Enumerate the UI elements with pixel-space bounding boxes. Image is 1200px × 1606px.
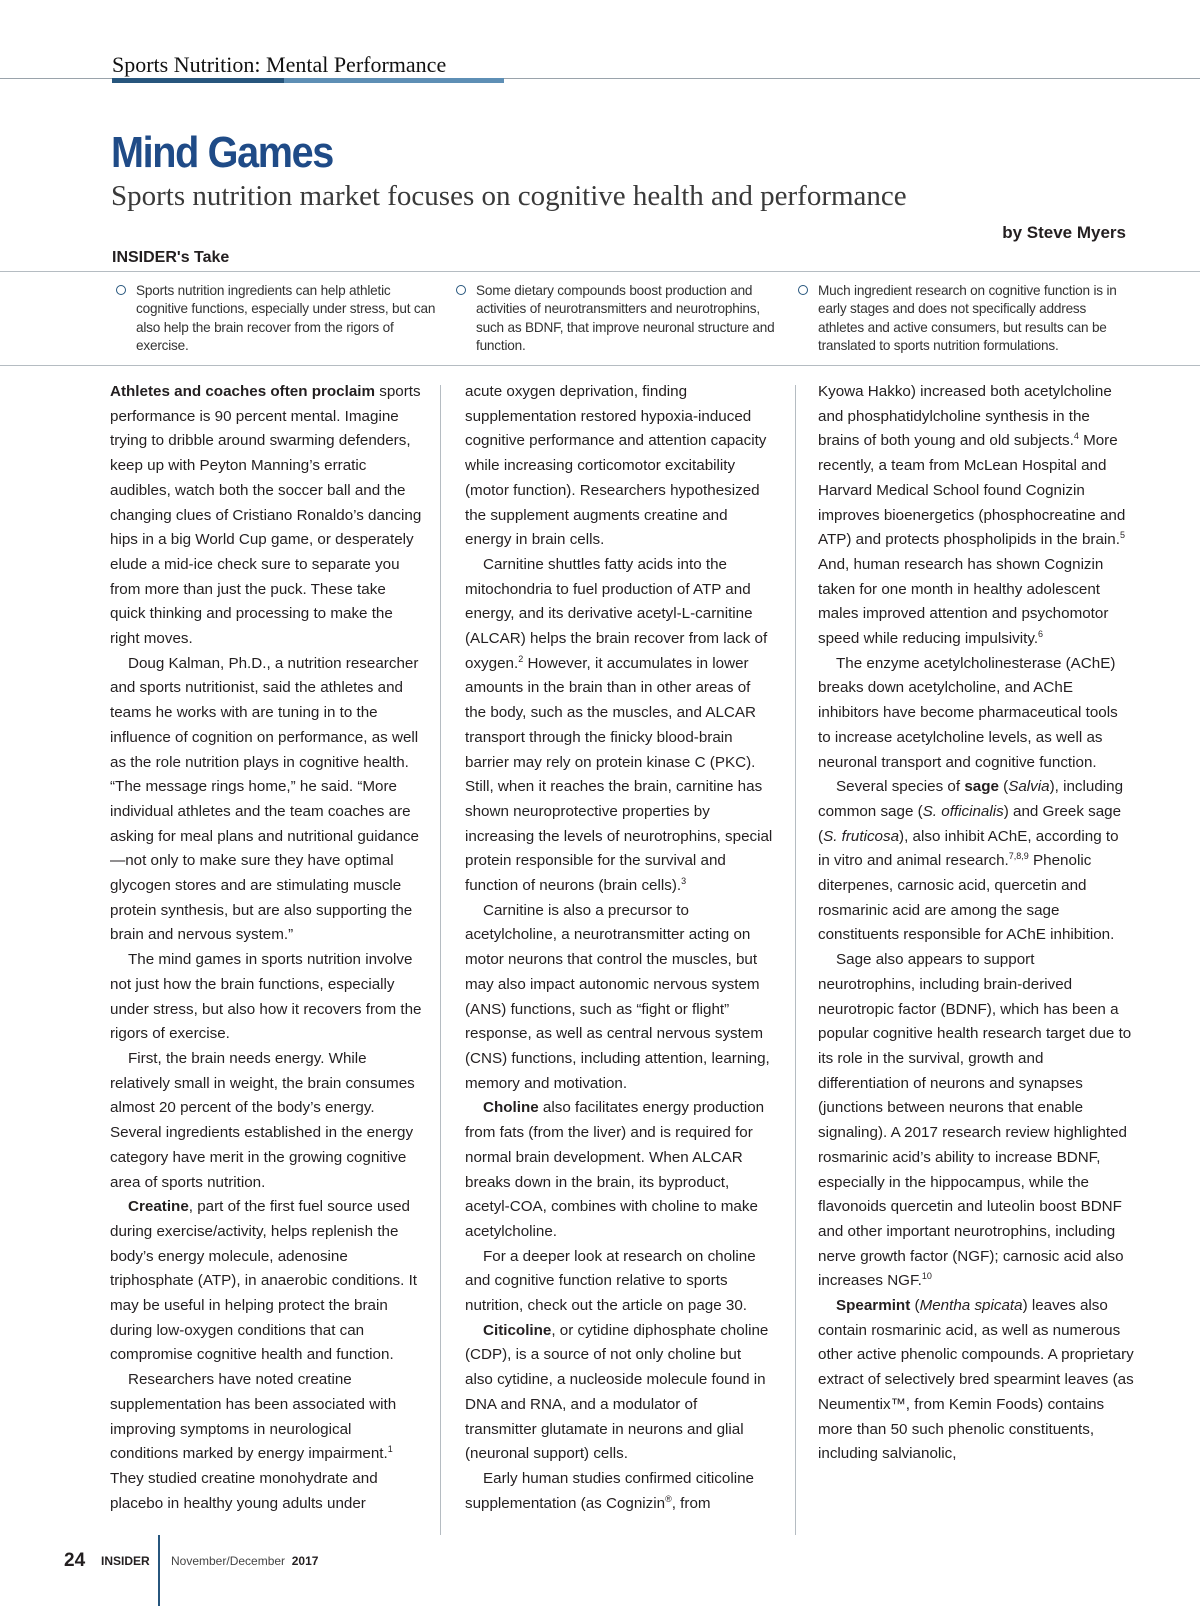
section-label: Sports Nutrition: Mental Performance <box>112 52 447 77</box>
take-item <box>136 282 436 355</box>
body-paragraph: Sage also appears to support neurotrophins, including brain-derived neurotropic factor (BDNF), which has been a popular cognitive health research target due to its role in the survival, growth and differentiation of neurons and synapses (junctions between neurons that enable signaling). A 2017 research review highlighted rosmarinic acid’s ability to increase BDNF, especially in the hippocampus, while the flavonoids quercetin and luteolin boost BDNF and other important neurotrophins, including nerve growth factor (NGF); carnosic acid also increases NGF.$^{10}$ <box>818 951 1132 1290</box>
footnote-ref: 1 <box>387 1444 393 1455</box>
take-item <box>818 282 1118 355</box>
page-number: 24 <box>64 1550 86 1571</box>
article-subtitle: Sports nutrition market focuses on cognitive health and performance <box>111 180 907 212</box>
body-paragraph: Researchers have noted creatine supplementation has been associated with improving symptoms in neurological conditions marked by energy impairment.$^1$ They studied creatine monohydrate and placebo in healthy young adults under <box>110 1371 397 1512</box>
footnote-ref: 6 <box>1038 628 1044 639</box>
italic-term: S. fruticosa <box>823 827 900 845</box>
issue-date <box>171 1554 318 1568</box>
body-paragraph: Citicoline, or cytidine diphosphate choline (CDP), is a source of not only choline but also cytidine, a nucleoside molecule found in DNA and RNA, and a modulator of transmitter glutamate in neurons and glial (neuronal support) cells. <box>465 1321 769 1463</box>
issue-month: November/December <box>171 1554 286 1568</box>
body-paragraph: First, the brain needs energy. While relatively small in weight, the brain consumes almost 20 percent of the body’s energy. Several ingredients established in the energy category have merit in the growing cognitive area of sports nutrition. <box>110 1049 415 1191</box>
bold-term: Spearmint <box>836 1297 911 1315</box>
take-text: Some dietary compounds boost production and activities of neurotransmitters and neurotrophins, such as BDNF, that improve neuronal structure and function. <box>476 283 775 353</box>
footnote-ref: 7,8,9 <box>1008 851 1029 862</box>
footnote-ref: 4 <box>1073 431 1079 442</box>
body-paragraph: Carnitine shuttles fatty acids into the mitochondria to fuel production of ATP and energy, and its derivative acetyl-L-carnitine (ALCAR) helps the brain recover from lack of oxygen.$^2$ However, it accumulates in lower amounts in the brain than in other areas of the body, such as the muscles, and ALCAR transport through the finicky blood-brain barrier may rely on protein kinase C (PKC). Still, when it reaches the brain, carnitine has shown neuroprotective properties by increasing the levels of neurotrophins, special protein responsible for the survival and function of neurons (brain cells).$^3$ <box>465 555 773 895</box>
body-paragraph: Spearmint (Mentha spicata) leaves also contain rosmarinic acid, as well as numerous other active phenolic compounds. A proprietary extract of selectively bred spearmint leaves (as Neumentix™, from Kemin Foods) contains more than 50 such phenolic constituents, including salvianolic, <box>818 1297 1134 1463</box>
article-title: Mind Games <box>111 128 333 177</box>
italic-term: Salvia <box>1008 778 1050 796</box>
bullet-circle-icon <box>798 285 808 295</box>
body-paragraph: Choline also facilitates energy production from fats (from the liver) and is required for normal brain development. When ALCAR breaks down in the brain, its byproduct, acetyl-COA, combines with choline to make acetylcholine. <box>465 1099 765 1240</box>
body-paragraph: Several species of sage (Salvia), including common sage (S. officinalis) and Greek sage (S. fruticosa), also inhibit AChE, according to in vitro and animal research.$^{7,8,9}$ Phenolic diterpenes, carnosic acid, quercetin and rosmarinic acid are among the sage constituents responsible for AChE inhibition. <box>818 778 1124 944</box>
footnote-ref: 3 <box>681 876 687 886</box>
body-paragraph: The enzyme acetylcholinesterase (AChE) breaks down acetylcholine, and AChE inhibitors have become pharmaceutical tools to increase acetylcholine levels, as well as neuronal transport and cognitive function. <box>818 654 1118 771</box>
take-text: Much ingredient research on cognitive function is in early stages and does not specifically address athletes and active consumers, but results can be translated to sports nutrition formulations. <box>818 283 1117 353</box>
body-paragraph: Kyowa Hakko) increased both acetylcholine and phosphatidylcholine synthesis in the brains of both young and old subjects.$^4$ More recently, a team from McLean Hospital and Harvard Medical School found Cognizin improves bioenergetics (phosphocreatine and ATP) and protects phospholipids in the brain.$^5$ And, human research has shown Cognizin taken for one month in healthy adolescent males improved attention and psychomotor speed while reducing impulsivity.$^6$ <box>818 383 1126 648</box>
bold-term: sage <box>964 778 999 796</box>
issue-year: 2017 <box>291 1554 319 1568</box>
body-paragraph: Athletes and coaches often proclaim sports performance is 90 percent mental. Imagine trying to dribble around swarming defenders, keep up with Peyton Manning’s erratic audibles, watch both the soccer ball and the changing clues of Cristiano Ronaldo’s dancing hips in a big World Cup game, or desperately elude a mid-ice check sure to separate you from more than just the puck. These take quick thinking and processing to make the right moves. <box>110 383 422 648</box>
take-text: Sports nutrition ingredients can help athletic cognitive functions, especially under stress, but can also help the brain recover from the rigors of exercise. <box>136 283 436 353</box>
header-accent-dark <box>112 78 284 83</box>
column-divider <box>440 385 441 1535</box>
body-paragraph: Doug Kalman, Ph.D., a nutrition researcher and sports nutritionist, said the athletes and teams he works with are tuning in to the influence of cognition on performance, as well as the role nutrition plays in cognitive health. “The message rings home,” he said. “More individual athletes and the team coaches are asking for meal plans and nutritional guidance—not only to make sure they have optimal glycogen stores and are stimulating muscle protein synthesis, but are also supporting the brain and nervous system.” <box>110 654 420 944</box>
bold-term: Choline <box>483 1099 539 1117</box>
footnote-ref: 2 <box>518 653 524 664</box>
body-paragraph: Early human studies confirmed citicoline supplementation (as Cognizin®, from <box>465 1469 754 1512</box>
header-accent-light <box>284 78 504 83</box>
insiders-take-heading: INSIDER's Take <box>112 249 230 266</box>
body-column-2 <box>465 380 773 1516</box>
bold-term: Citicoline <box>483 1321 552 1339</box>
bold-term: Athletes and coaches often proclaim <box>110 383 376 400</box>
body-paragraph: Carnitine is also a precursor to acetylcholine, a neurotransmitter acting on motor neurons that control the muscles, but may also impact autonomic nervous system (ANS) functions, such as “fight or flight” response, as well as central nervous system (CNS) functions, including attention, learning, memory and motivation. <box>465 901 770 1092</box>
bold-term: Creatine <box>128 1198 189 1216</box>
body-paragraph: acute oxygen deprivation, finding supplementation restored hypoxia-induced cognitive performance and attention capacity while increasing corticomotor excitability (motor function). Researchers hypothesized the supplement augments creatine and energy in brain cells. <box>465 383 767 549</box>
take-rule-top <box>0 271 1200 272</box>
footer-divider <box>158 1535 160 1606</box>
take-item <box>476 282 776 355</box>
body-column-3 <box>818 380 1134 1467</box>
body-paragraph: Creatine, part of the first fuel source used during exercise/activity, helps replenish the body’s energy molecule, adenosine triphosphate (ATP), in anaerobic conditions. It may be useful in helping protect the brain during low-oxygen conditions that can compromise cognitive health and function. <box>110 1198 418 1364</box>
body-paragraph: For a deeper look at research on choline and cognitive function relative to sports nutrition, check out the article on page 30. <box>465 1247 756 1315</box>
italic-term: Mentha spicata <box>919 1297 1023 1315</box>
byline: by Steve Myers <box>1002 223 1126 242</box>
take-rule-bottom <box>0 365 1200 366</box>
column-divider <box>795 385 796 1535</box>
bullet-circle-icon <box>116 285 126 295</box>
publication-name: INSIDER <box>101 1554 150 1568</box>
footnote-ref: 10 <box>921 1271 932 1282</box>
bullet-circle-icon <box>456 285 466 295</box>
body-column-1 <box>110 380 423 1516</box>
body-paragraph: The mind games in sports nutrition involve not just how the brain functions, especially under stress, but also how it recovers from the rigors of exercise. <box>110 951 422 1043</box>
footnote-ref: ® <box>665 1493 672 1504</box>
italic-term: S. officinalis <box>922 802 1004 820</box>
footnote-ref: 5 <box>1119 530 1125 541</box>
